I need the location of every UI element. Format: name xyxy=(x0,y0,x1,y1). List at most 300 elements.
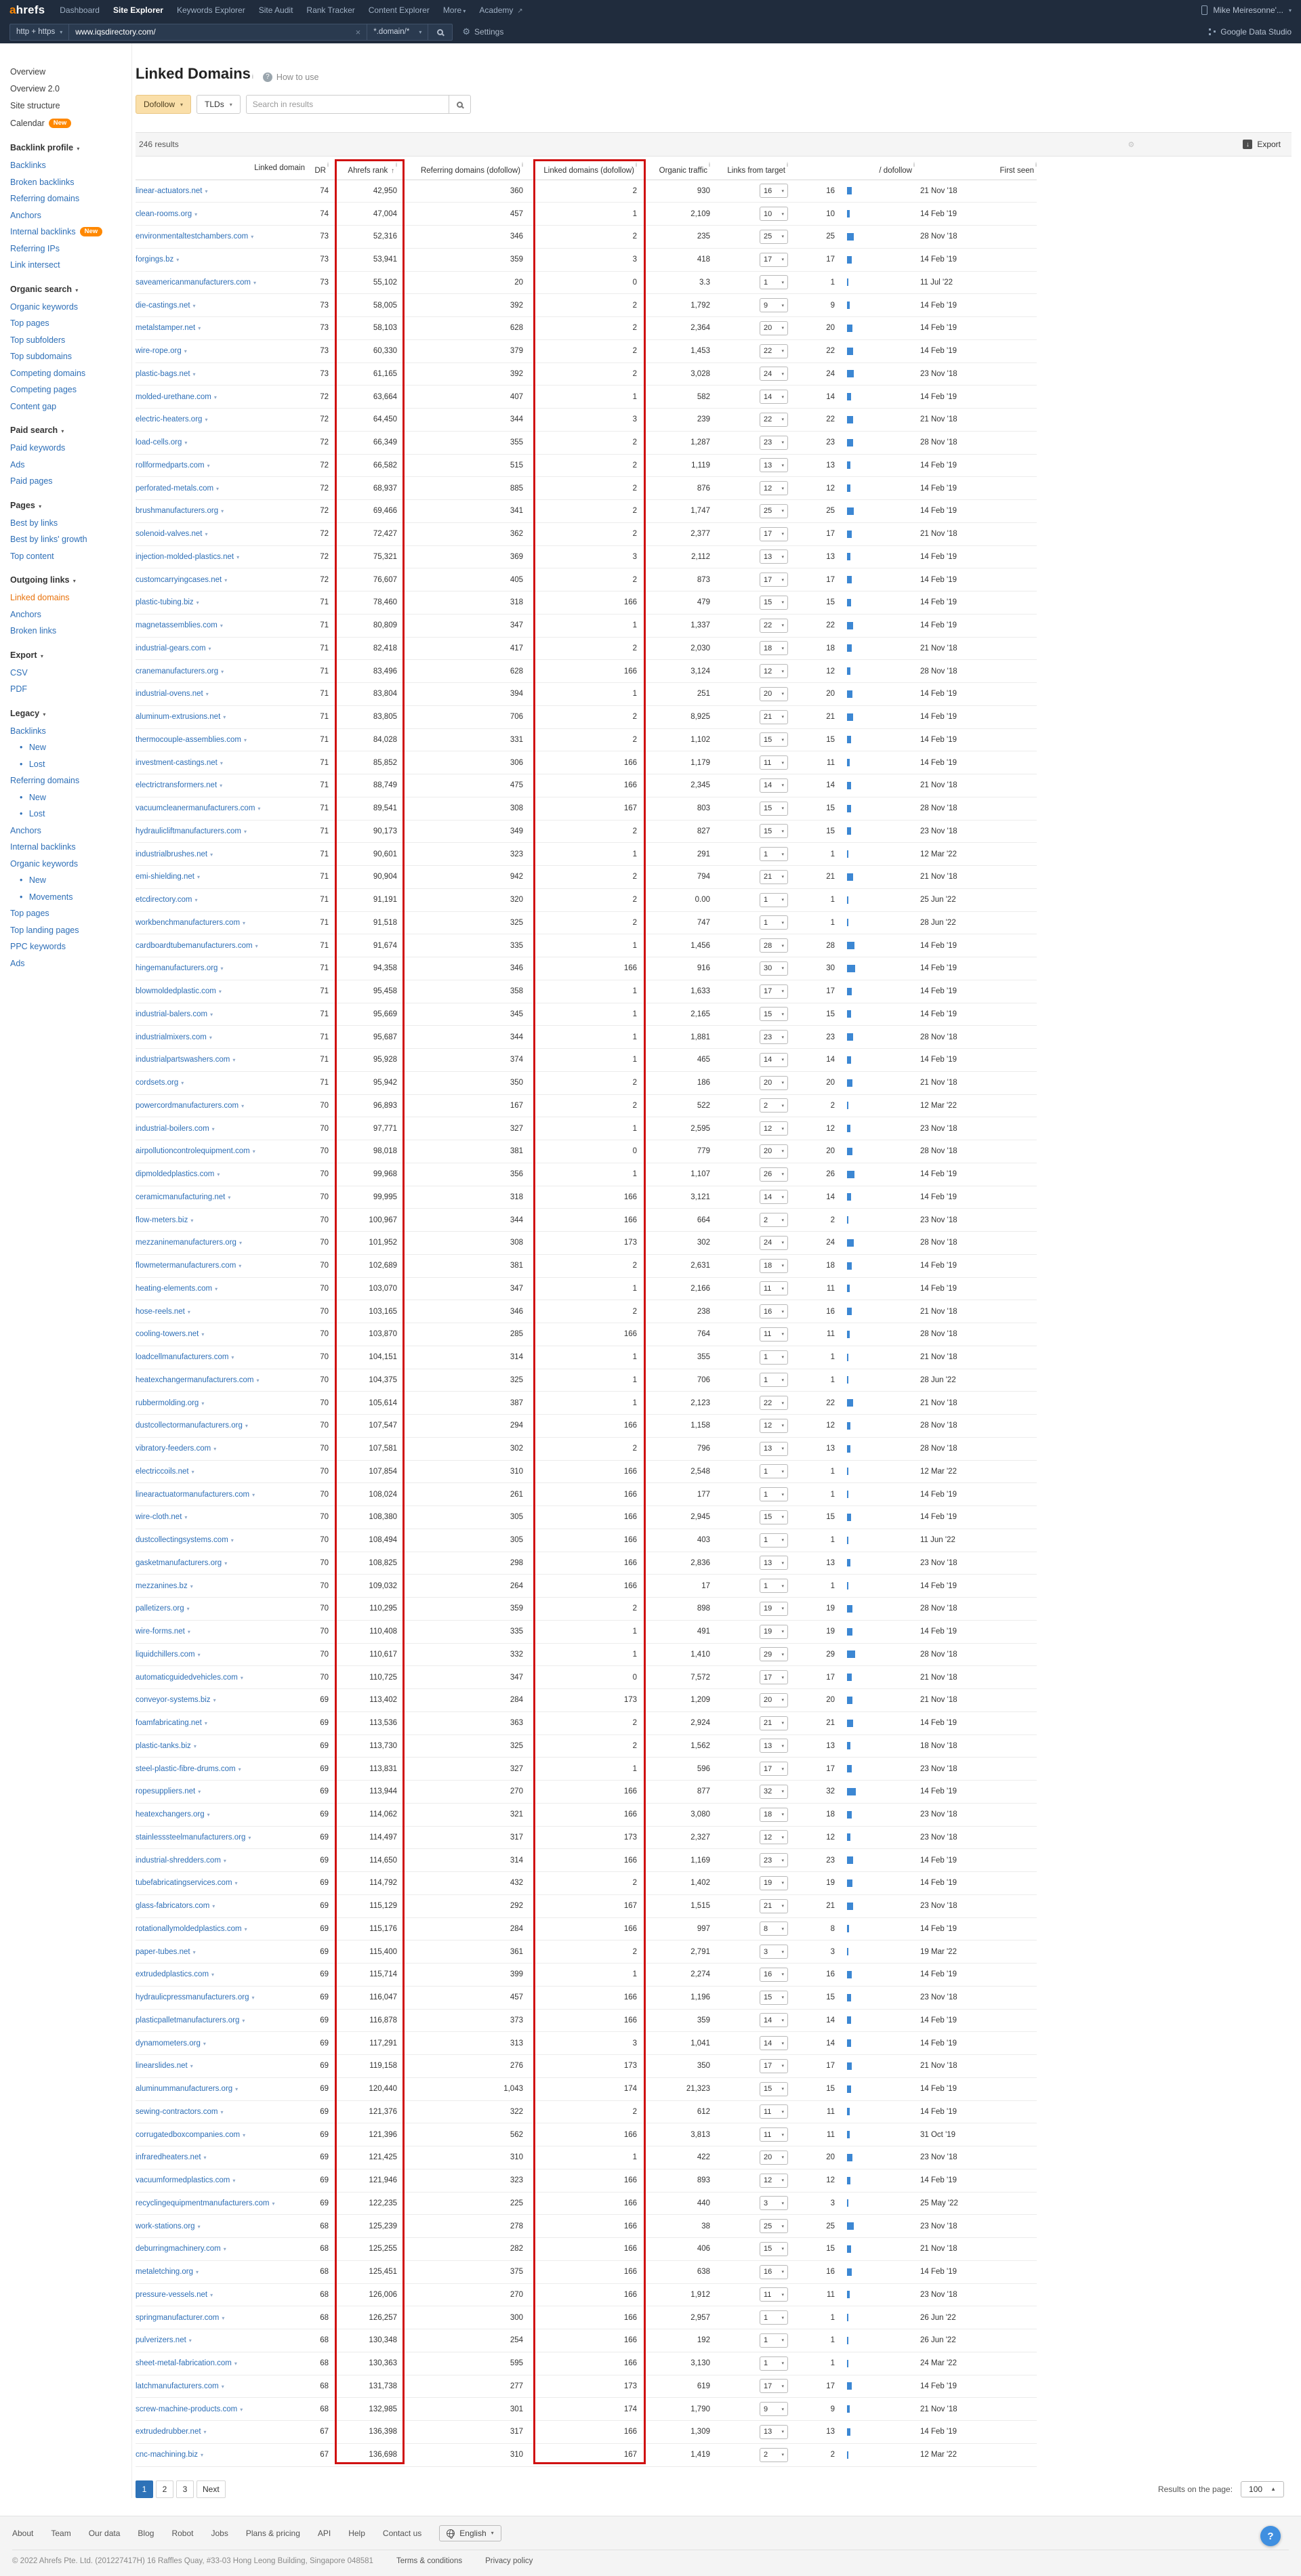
chevron-down-icon[interactable]: ▾ xyxy=(197,1651,201,1658)
sidebar-item-ads[interactable]: Ads xyxy=(10,958,25,968)
privacy-link[interactable]: Privacy policy xyxy=(485,2556,533,2565)
chevron-down-icon[interactable]: ▾ xyxy=(220,965,224,972)
chevron-down-icon[interactable]: ▾ xyxy=(188,2338,192,2344)
footer-link-about[interactable]: About xyxy=(12,2528,34,2538)
links-from-target-select[interactable] xyxy=(760,938,788,953)
nav-item-rank-tracker[interactable]: Rank Tracker xyxy=(306,5,355,15)
domain-link[interactable]: dipmoldedplastics.com xyxy=(136,1170,215,1179)
chevron-down-icon[interactable]: ▾ xyxy=(187,1308,190,1315)
sidebar-item-paid-pages[interactable]: Paid pages xyxy=(10,476,53,486)
footer-link-plans-pricing[interactable]: Plans & pricing xyxy=(245,2528,300,2538)
links-from-target-select[interactable] xyxy=(760,1053,788,1067)
chevron-down-icon[interactable]: ▾ xyxy=(210,2291,213,2298)
links-from-target-select[interactable] xyxy=(760,1259,788,1273)
chevron-down-icon[interactable]: ▾ xyxy=(221,668,224,675)
domain-link[interactable]: sheet-metal-fabrication.com xyxy=(136,2359,232,2368)
sidebar-section-outgoing-links[interactable]: Outgoing links ▾ xyxy=(10,575,76,585)
domain-link[interactable]: linearslides.net xyxy=(136,2062,188,2071)
domain-link[interactable]: perforated-metals.com xyxy=(136,484,214,493)
language-select[interactable]: English ▾ xyxy=(439,2525,501,2541)
sidebar-item-top-subdomains[interactable]: Top subdomains xyxy=(10,352,73,361)
domain-link[interactable]: environmentaltestchambers.com xyxy=(136,232,249,241)
chevron-down-icon[interactable]: ▾ xyxy=(203,2429,207,2436)
domain-link[interactable]: industrialpartswashers.com xyxy=(136,1056,230,1064)
chevron-down-icon[interactable]: ▾ xyxy=(211,1125,215,1132)
links-from-target-select[interactable] xyxy=(760,915,788,930)
links-from-target-select[interactable] xyxy=(760,1121,788,1136)
sidebar-item-organic-keywords[interactable]: Organic keywords xyxy=(10,302,79,312)
sidebar-item-best-by-links[interactable]: Best by links xyxy=(10,518,58,528)
links-from-target-select[interactable] xyxy=(760,1579,788,1593)
domain-link[interactable]: rubbermolding.org xyxy=(136,1398,199,1407)
links-from-target-select[interactable] xyxy=(760,1968,788,1982)
chevron-down-icon[interactable]: ▾ xyxy=(201,2452,204,2459)
chevron-down-icon[interactable]: ▾ xyxy=(191,1468,194,1475)
domain-link[interactable]: paper-tubes.net xyxy=(136,1947,190,1956)
domain-link[interactable]: molded-urethane.com xyxy=(136,392,211,401)
domain-link[interactable]: ceramicmanufacturing.net xyxy=(136,1192,226,1201)
sidebar-item-csv[interactable]: CSV xyxy=(10,667,28,678)
chevron-down-icon[interactable]: ▾ xyxy=(213,1446,217,1453)
google-data-studio-link[interactable]: Google Data Studio xyxy=(1209,27,1292,37)
domain-link[interactable]: steel-plastic-fibre-drums.com xyxy=(136,1764,236,1773)
links-from-target-select[interactable] xyxy=(760,1853,788,1867)
chevron-down-icon[interactable]: ▾ xyxy=(240,1674,243,1681)
domain-link[interactable]: industrial-shredders.com xyxy=(136,1856,221,1865)
chevron-down-icon[interactable]: ▾ xyxy=(231,1354,234,1361)
export-button[interactable]: ↓ Export xyxy=(1243,140,1281,149)
domain-link[interactable]: stainlesssteelmanufacturers.org xyxy=(136,1833,246,1842)
links-from-target-select[interactable] xyxy=(760,230,788,244)
sidebar-item-overview[interactable]: Overview xyxy=(10,67,46,77)
sidebar-item-anchors[interactable]: Anchors xyxy=(10,609,41,619)
links-from-target-select[interactable] xyxy=(760,504,788,518)
chevron-down-icon[interactable]: ▾ xyxy=(203,2040,206,2047)
links-from-target-select[interactable] xyxy=(760,1716,788,1730)
links-from-target-select[interactable] xyxy=(760,573,788,587)
domain-link[interactable]: mezzanines.bz xyxy=(136,1581,188,1590)
links-from-target-select[interactable] xyxy=(760,870,788,884)
sidebar-item-new[interactable]: • New xyxy=(20,792,46,802)
links-from-target-select[interactable] xyxy=(760,207,788,221)
footer-link-help[interactable]: Help xyxy=(348,2528,365,2538)
links-from-target-select[interactable] xyxy=(760,1076,788,1090)
chevron-down-icon[interactable]: ▾ xyxy=(192,1949,196,1955)
sidebar-item-top-landing-pages[interactable]: Top landing pages xyxy=(10,925,79,935)
chevron-down-icon[interactable]: ▾ xyxy=(255,942,258,949)
sidebar-item-paid-keywords[interactable]: Paid keywords xyxy=(10,443,66,453)
nav-item-dashboard[interactable]: Dashboard xyxy=(60,5,100,15)
links-from-target-select[interactable] xyxy=(760,824,788,838)
chevron-down-icon[interactable]: ▾ xyxy=(194,897,198,904)
clear-icon[interactable]: × xyxy=(355,26,361,37)
target-url-input[interactable] xyxy=(69,24,367,41)
chevron-down-icon[interactable]: ▾ xyxy=(194,211,198,217)
domain-link[interactable]: latchmanufacturers.com xyxy=(136,2382,219,2390)
chevron-down-icon[interactable]: ▾ xyxy=(196,600,199,606)
tlds-filter-button[interactable]: TLDs ▾ xyxy=(197,95,241,114)
links-from-target-select[interactable] xyxy=(760,1739,788,1753)
search-results-button[interactable] xyxy=(449,95,471,114)
links-from-target-select[interactable] xyxy=(760,1464,788,1478)
links-from-target-select[interactable] xyxy=(760,1945,788,1959)
settings-button[interactable]: ⚙ Settings xyxy=(462,26,504,37)
pagination-page-2[interactable]: 2 xyxy=(156,2480,173,2498)
chevron-down-icon[interactable]: ▾ xyxy=(256,1377,260,1384)
sidebar-item-top-pages[interactable]: Top pages xyxy=(10,318,49,328)
links-from-target-select[interactable] xyxy=(760,549,788,564)
chevron-down-icon[interactable]: ▾ xyxy=(192,371,196,377)
sidebar-item-broken-links[interactable]: Broken links xyxy=(10,626,57,636)
sidebar-section-backlink-profile[interactable]: Backlink profile ▾ xyxy=(10,143,80,152)
sidebar-section-export[interactable]: Export ▾ xyxy=(10,650,43,660)
sidebar-item-lost[interactable]: • Lost xyxy=(20,759,45,769)
chevron-down-icon[interactable]: ▾ xyxy=(243,736,247,743)
domain-link[interactable]: aluminummanufacturers.org xyxy=(136,2085,233,2094)
links-from-target-select[interactable] xyxy=(760,710,788,724)
links-from-target-select[interactable] xyxy=(760,1602,788,1616)
footer-link-blog[interactable]: Blog xyxy=(138,2528,154,2538)
links-from-target-select[interactable] xyxy=(760,184,788,198)
chevron-down-icon[interactable]: ▾ xyxy=(232,1057,236,1064)
chevron-down-icon[interactable]: ▾ xyxy=(187,1629,190,1636)
chevron-down-icon[interactable]: ▾ xyxy=(220,2108,224,2115)
domain-link[interactable]: clean-rooms.org xyxy=(136,209,192,218)
domain-link[interactable]: screw-machine-products.com xyxy=(136,2405,238,2413)
chevron-down-icon[interactable]: ▾ xyxy=(212,1903,215,1910)
help-bubble-button[interactable]: ? xyxy=(1260,2526,1281,2546)
domain-link[interactable]: conveyor-systems.biz xyxy=(136,1696,211,1705)
chevron-down-icon[interactable]: ▾ xyxy=(251,1995,255,2001)
chevron-down-icon[interactable]: ▾ xyxy=(205,691,209,698)
chevron-down-icon[interactable]: ▾ xyxy=(224,1560,228,1566)
chevron-down-icon[interactable]: ▾ xyxy=(196,2269,199,2276)
links-from-target-select[interactable] xyxy=(760,2127,788,2142)
domain-link[interactable]: injection-molded-plastics.net xyxy=(136,552,234,561)
domain-link[interactable]: palletizers.org xyxy=(136,1604,184,1613)
chevron-down-icon[interactable]: ▾ xyxy=(205,188,208,194)
domain-link[interactable]: vibratory-feeders.com xyxy=(136,1445,211,1453)
domain-link[interactable]: extrudedplastics.com xyxy=(136,1970,209,1979)
domain-link[interactable]: emi-shielding.net xyxy=(136,873,194,881)
domain-link[interactable]: die-castings.net xyxy=(136,301,190,310)
domain-link[interactable]: ropesuppliers.net xyxy=(136,1787,196,1796)
domain-link[interactable]: airpollutioncontrolequipment.com xyxy=(136,1147,250,1156)
domain-link[interactable]: customcarryingcases.net xyxy=(136,575,222,584)
chevron-down-icon[interactable]: ▾ xyxy=(221,2383,224,2390)
chevron-down-icon[interactable]: ▾ xyxy=(234,2361,237,2367)
domain-link[interactable]: electriccoils.net xyxy=(136,1467,189,1476)
links-from-target-select[interactable] xyxy=(760,2379,788,2393)
domain-link[interactable]: metaletching.org xyxy=(136,2268,194,2277)
links-from-target-select[interactable] xyxy=(760,253,788,267)
chevron-down-icon[interactable]: ▾ xyxy=(198,325,201,332)
links-from-target-select[interactable] xyxy=(760,1556,788,1570)
domain-link[interactable]: gasketmanufacturers.org xyxy=(136,1558,222,1567)
domain-link[interactable]: saveamericanmanufacturers.com xyxy=(136,278,251,287)
domain-link[interactable]: sewing-contractors.com xyxy=(136,2107,218,2116)
chevron-down-icon[interactable]: ▾ xyxy=(193,1743,197,1749)
search-in-results-input[interactable] xyxy=(246,95,449,114)
chevron-down-icon[interactable]: ▾ xyxy=(207,462,210,469)
links-from-target-select[interactable] xyxy=(760,802,788,816)
chevron-down-icon[interactable]: ▾ xyxy=(240,2406,243,2413)
sidebar-item-backlinks[interactable]: Backlinks xyxy=(10,161,46,170)
sidebar-item-new[interactable]: • New xyxy=(20,743,46,752)
sidebar-item-lost[interactable]: • Lost xyxy=(20,809,45,818)
domain-link[interactable]: work-stations.org xyxy=(136,2222,195,2230)
domain-link[interactable]: cranemanufacturers.org xyxy=(136,667,219,676)
domain-link[interactable]: aluminum-extrusions.net xyxy=(136,713,221,722)
sidebar-item-organic-keywords[interactable]: Organic keywords xyxy=(10,858,79,869)
chevron-down-icon[interactable]: ▾ xyxy=(223,1857,226,1864)
chevron-down-icon[interactable]: ▾ xyxy=(190,2063,193,2070)
domain-link[interactable]: industrial-gears.com xyxy=(136,644,206,652)
links-from-target-select[interactable] xyxy=(760,1396,788,1410)
chevron-down-icon[interactable]: ▾ xyxy=(213,1697,216,1704)
domain-link[interactable]: linear-actuators.net xyxy=(136,186,203,195)
links-from-target-select[interactable] xyxy=(760,298,788,312)
domain-link[interactable]: industrial-balers.com xyxy=(136,1010,208,1018)
domain-link[interactable]: solenoid-valves.net xyxy=(136,530,203,539)
chevron-down-icon[interactable]: ▾ xyxy=(223,2246,226,2253)
domain-link[interactable]: corrugatedboxcompanies.com xyxy=(136,2130,241,2139)
links-from-target-select[interactable] xyxy=(760,1647,788,1661)
domain-link[interactable]: metalstamper.net xyxy=(136,324,196,333)
domain-link[interactable]: pulverizers.net xyxy=(136,2336,186,2345)
domain-link[interactable]: tubefabricatingservices.com xyxy=(136,1879,232,1888)
links-from-target-select[interactable] xyxy=(760,2333,788,2348)
chevron-down-icon[interactable]: ▾ xyxy=(239,1263,242,1270)
footer-link-our-data[interactable]: Our data xyxy=(88,2528,121,2538)
links-from-target-select[interactable] xyxy=(760,1007,788,1021)
links-from-target-select[interactable] xyxy=(760,1991,788,2005)
links-from-target-select[interactable] xyxy=(760,1785,788,1799)
sidebar-item-backlinks[interactable]: Backlinks xyxy=(10,726,46,736)
chevron-down-icon[interactable]: ▾ xyxy=(220,623,223,629)
user-menu[interactable] xyxy=(1201,5,1292,15)
links-from-target-select[interactable] xyxy=(760,458,788,472)
search-mode-select[interactable]: *.domain/* ▾ xyxy=(367,24,428,41)
chevron-down-icon[interactable]: ▾ xyxy=(235,2086,239,2093)
links-from-target-select[interactable] xyxy=(760,2013,788,2027)
links-from-target-select[interactable] xyxy=(760,2265,788,2279)
links-from-target-select[interactable] xyxy=(760,1670,788,1684)
links-from-target-select[interactable] xyxy=(760,732,788,747)
links-from-target-select[interactable] xyxy=(760,1830,788,1844)
sidebar-item-top-subfolders[interactable]: Top subfolders xyxy=(10,335,66,345)
domain-link[interactable]: brushmanufacturers.org xyxy=(136,507,219,516)
links-from-target-select[interactable] xyxy=(760,1510,788,1524)
domain-link[interactable]: forgings.bz xyxy=(136,255,174,264)
links-from-target-select[interactable] xyxy=(760,390,788,404)
links-from-target-select[interactable] xyxy=(760,596,788,610)
protocol-select[interactable]: http + https ▾ xyxy=(9,24,69,41)
chevron-down-icon[interactable]: ▾ xyxy=(244,1926,247,1932)
links-from-target-select[interactable] xyxy=(760,344,788,358)
links-from-target-select[interactable] xyxy=(760,1213,788,1227)
domain-link[interactable]: plastic-tanks.biz xyxy=(136,1741,191,1750)
chevron-down-icon[interactable]: ▾ xyxy=(251,234,254,241)
sidebar-item-new[interactable]: • New xyxy=(20,875,46,885)
nav-item-content-explorer[interactable]: Content Explorer xyxy=(368,5,430,15)
chevron-down-icon[interactable]: ▾ xyxy=(217,1171,220,1178)
domain-link[interactable]: wire-rope.org xyxy=(136,347,182,356)
chevron-down-icon[interactable]: ▾ xyxy=(203,2155,207,2161)
chevron-down-icon[interactable]: ▾ xyxy=(220,760,223,766)
links-from-target-select[interactable] xyxy=(760,1442,788,1456)
chevron-down-icon[interactable]: ▾ xyxy=(208,645,211,652)
domain-link[interactable]: workbenchmanufacturers.com xyxy=(136,918,241,927)
column-header-first-seen[interactable]: First seen$^i$ xyxy=(915,157,1037,180)
links-from-target-select[interactable] xyxy=(760,275,788,289)
sidebar-item-anchors[interactable]: Anchors xyxy=(10,210,41,220)
how-to-use-link[interactable]: ? How to use xyxy=(263,72,319,82)
links-from-target-select[interactable] xyxy=(760,2402,788,2416)
domain-link[interactable]: glass-fabricators.com xyxy=(136,1902,210,1911)
links-from-target-select[interactable] xyxy=(760,2082,788,2096)
chevron-down-icon[interactable]: ▾ xyxy=(243,2132,246,2138)
links-from-target-select[interactable] xyxy=(760,1144,788,1159)
chevron-down-icon[interactable]: ▾ xyxy=(223,714,226,721)
nav-item-site-audit[interactable]: Site Audit xyxy=(258,5,293,15)
links-from-target-select[interactable] xyxy=(760,619,788,633)
domain-link[interactable]: heating-elements.com xyxy=(136,1284,213,1293)
domain-link[interactable]: blowmoldedplastic.com xyxy=(136,987,216,996)
links-from-target-select[interactable] xyxy=(760,961,788,976)
chevron-down-icon[interactable]: ▾ xyxy=(192,302,196,309)
column-header--dofollow[interactable]: / dofollow$^i$ xyxy=(796,157,915,180)
domain-link[interactable]: recyclingequipmentmanufacturers.com xyxy=(136,2199,270,2207)
links-from-target-select[interactable] xyxy=(760,1487,788,1501)
sidebar-item-best-by-links-growth[interactable]: Best by links' growth xyxy=(10,535,87,544)
domain-link[interactable]: investment-castings.net xyxy=(136,758,218,767)
links-from-target-select[interactable] xyxy=(760,2151,788,2165)
sidebar-item-overview-2-0[interactable]: Overview 2.0 xyxy=(10,84,60,94)
sidebar-item-movements[interactable]: • Movements xyxy=(20,892,73,902)
chevron-down-icon[interactable]: ▾ xyxy=(184,440,188,446)
chevron-down-icon[interactable]: ▾ xyxy=(205,417,208,423)
links-from-target-select[interactable] xyxy=(760,778,788,793)
domain-link[interactable]: heatexchangermanufacturers.com xyxy=(136,1375,254,1384)
chevron-down-icon[interactable]: ▾ xyxy=(201,1400,205,1407)
chevron-down-icon[interactable]: ▾ xyxy=(207,1812,210,1819)
links-from-target-select[interactable] xyxy=(760,1921,788,1936)
search-button[interactable] xyxy=(428,24,453,41)
footer-link-api[interactable]: API xyxy=(317,2528,331,2538)
footer-link-team[interactable]: Team xyxy=(51,2528,71,2538)
sidebar-item-broken-backlinks[interactable]: Broken backlinks xyxy=(10,177,75,187)
chevron-down-icon[interactable]: ▾ xyxy=(238,1766,241,1772)
links-from-target-select[interactable] xyxy=(760,2287,788,2302)
domain-link[interactable]: dustcollectormanufacturers.org xyxy=(136,1421,243,1430)
chevron-down-icon[interactable]: ▾ xyxy=(252,1491,255,1498)
nav-item-academy[interactable]: Academy ↗ xyxy=(479,5,523,15)
links-from-target-select[interactable] xyxy=(760,847,788,861)
chevron-down-icon[interactable]: ▾ xyxy=(220,783,223,789)
chevron-down-icon[interactable]: ▾ xyxy=(230,1537,234,1544)
nav-item-keywords-explorer[interactable]: Keywords Explorer xyxy=(176,5,245,15)
domain-link[interactable]: mezzaninemanufacturers.org xyxy=(136,1239,236,1247)
domain-link[interactable]: load-cells.org xyxy=(136,438,182,447)
domain-link[interactable]: dynamometers.org xyxy=(136,2039,201,2048)
chevron-down-icon[interactable]: ▾ xyxy=(213,394,217,400)
domain-link[interactable]: heatexchangers.org xyxy=(136,1810,205,1819)
domain-link[interactable]: industrialbrushes.net xyxy=(136,850,208,858)
domain-link[interactable]: industrialmixers.com xyxy=(136,1033,207,1041)
links-from-target-select[interactable] xyxy=(760,2310,788,2325)
chevron-down-icon[interactable]: ▾ xyxy=(221,508,224,515)
domain-link[interactable]: plasticpalletmanufacturers.org xyxy=(136,2016,240,2024)
column-header-linked-domain[interactable]: Linked domain xyxy=(136,157,305,180)
chevron-down-icon[interactable]: ▾ xyxy=(232,2178,236,2184)
chevron-down-icon[interactable]: ▾ xyxy=(204,1720,207,1727)
chevron-down-icon[interactable]: ▾ xyxy=(186,1606,190,1613)
chevron-down-icon[interactable]: ▾ xyxy=(205,531,208,538)
sidebar-item-calendar[interactable]: Calendar New xyxy=(10,115,131,132)
domain-link[interactable]: hydraulicpressmanufacturers.org xyxy=(136,1993,249,2002)
domain-link[interactable]: flowmetermanufacturers.com xyxy=(136,1262,236,1270)
chevron-down-icon[interactable]: ▾ xyxy=(197,874,200,881)
domain-link[interactable]: wire-cloth.net xyxy=(136,1513,182,1522)
chevron-down-icon[interactable]: ▾ xyxy=(224,577,228,583)
domain-link[interactable]: powercordmanufacturers.com xyxy=(136,1101,239,1110)
links-from-target-select[interactable] xyxy=(760,1327,788,1342)
domain-link[interactable]: linearactuatormanufacturers.com xyxy=(136,1490,250,1499)
domain-link[interactable]: electric-heaters.org xyxy=(136,415,203,424)
links-from-target-select[interactable] xyxy=(760,755,788,770)
sidebar-item-internal-backlinks[interactable]: Internal backlinks New xyxy=(10,224,131,241)
domain-link[interactable]: thermocouple-assemblies.com xyxy=(136,735,241,744)
chevron-down-icon[interactable]: ▾ xyxy=(215,1285,218,1292)
links-from-target-select[interactable] xyxy=(760,413,788,427)
sidebar-item-internal-backlinks[interactable]: Internal backlinks xyxy=(10,842,76,852)
sidebar-item-anchors[interactable]: Anchors xyxy=(10,825,41,835)
domain-link[interactable]: vacuumcleanermanufacturers.com xyxy=(136,804,255,813)
chevron-down-icon[interactable]: ▾ xyxy=(239,1240,242,1247)
results-per-page-select[interactable]: 100 ▲ xyxy=(1241,2481,1284,2497)
column-header-links-from-target[interactable]: Links from target$^i$ xyxy=(715,157,796,180)
chevron-down-icon[interactable]: ▾ xyxy=(253,279,257,286)
links-from-target-select[interactable] xyxy=(760,1419,788,1433)
links-from-target-select[interactable] xyxy=(760,1693,788,1707)
links-from-target-select[interactable] xyxy=(760,1098,788,1113)
links-from-target-select[interactable] xyxy=(760,2104,788,2119)
sidebar-item-linked-domains[interactable]: Linked domains xyxy=(10,593,70,602)
terms-link[interactable]: Terms & conditions xyxy=(396,2556,463,2565)
sidebar-item-content-gap[interactable]: Content gap xyxy=(10,401,57,411)
sidebar-item-site-structure[interactable]: Site structure xyxy=(10,101,60,110)
links-from-target-select[interactable] xyxy=(760,1190,788,1204)
column-settings-icon[interactable]: ⚙ xyxy=(1128,140,1135,149)
domain-link[interactable]: plastic-tubing.biz xyxy=(136,598,194,607)
links-from-target-select[interactable] xyxy=(760,2425,788,2439)
sidebar-item-referring-domains[interactable]: Referring domains xyxy=(10,194,80,203)
domain-link[interactable]: etcdirectory.com xyxy=(136,896,192,905)
sidebar-item-top-pages[interactable]: Top pages xyxy=(10,909,49,918)
sidebar-section-pages[interactable]: Pages ▾ xyxy=(10,500,42,510)
domain-link[interactable]: hingemanufacturers.org xyxy=(136,964,218,973)
links-from-target-select[interactable] xyxy=(760,893,788,907)
chevron-down-icon[interactable]: ▾ xyxy=(272,2200,275,2207)
domain-link[interactable]: foamfabricating.net xyxy=(136,1719,202,1728)
domain-link[interactable]: cnc-machining.biz xyxy=(136,2451,199,2459)
links-from-target-select[interactable] xyxy=(760,1762,788,1776)
domain-link[interactable]: electrictransformers.net xyxy=(136,781,218,790)
links-from-target-select[interactable] xyxy=(760,664,788,678)
domain-link[interactable]: rollformedparts.com xyxy=(136,461,205,470)
column-header-ahrefs-rank[interactable]: Ahrefs rank ↑$^i$ xyxy=(332,157,407,180)
